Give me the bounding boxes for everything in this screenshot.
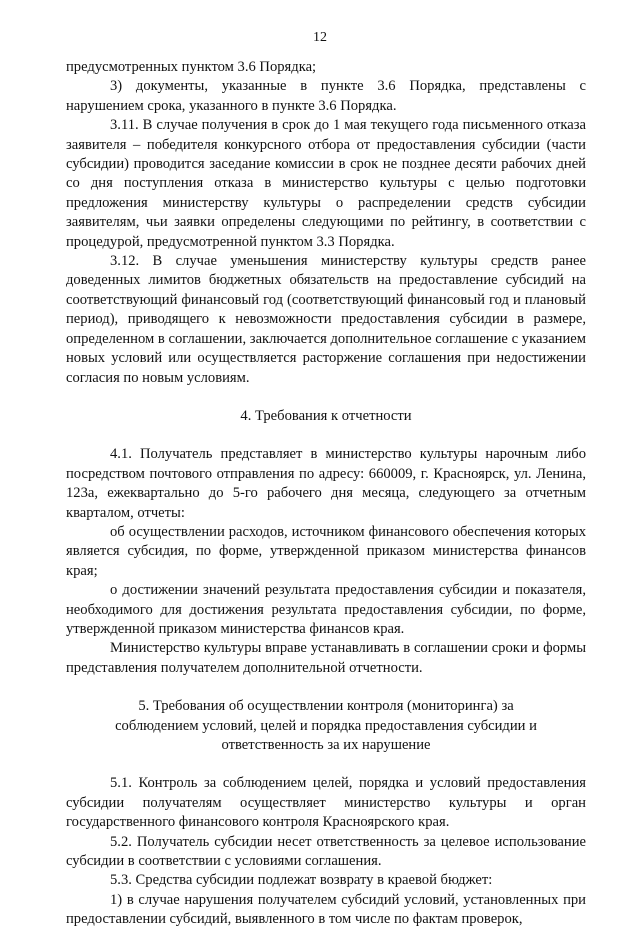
paragraph: Министерство культуры вправе устанавливать в соглашении сроки и формы представления получателем дополнительной отчетности.: [66, 640, 586, 676]
paragraph: 1) в случае нарушения получателем субсидий условий, установленных при предоставлении субсидий, выявленного в том числе по фактам проверок,: [66, 891, 586, 928]
paragraph: 3.11. В случае получения в срок до 1 мая текущего года письменного отказа заявителя – победителя конкурсного отбора от предоставления субсидии (части субсидии) проводится заседание комиссии в срок не позднее десяти рабочих дней со дня поступления отказа в министерство культуры с целью подготовки предложения министерству культуры о распределении средств субсидии заявителям, чьи заявки определены следующими по рейтингу, в соответствии с процедурой, предусмотренной пунктом 3.3 Порядка.: [66, 117, 586, 250]
page-number: 12: [313, 30, 327, 45]
document-body: [66, 58, 586, 930]
spacer: [66, 426, 586, 445]
paragraph: 4.1. Получатель представляет в министерство культуры нарочным либо посредством почтового отправления по адресу: 660009, г. Красноярск, ул. Ленина, 123а, ежеквартально до 5-го рабочего дня месяца, следующего за отчетным кварталом, отчеты:: [66, 446, 586, 521]
paragraph: 5.3. Средства субсидии подлежат возврату в краевой бюджет:: [110, 872, 493, 889]
paragraph: предусмотренных пунктом 3.6 Порядка;: [66, 59, 317, 75]
paragraph: 5.1. Контроль за соблюдением целей, порядка и условий предоставления субсидии получателям осуществляет министерство культуры и орган государственного финансового контроля Красноярского края.: [66, 775, 586, 831]
paragraph: 5.2. Получатель субсидии несет ответственность за целевое использование субсидии в соответствии с условиями соглашения.: [66, 833, 586, 870]
paragraph: 3.12. В случае уменьшения министерству культуры средств ранее доведенных лимитов бюджетных обязательств на предоставление субсидий на соответствующий финансовый год (соответствующий финансовый год и плановый период), приводящего к невозможности предоставления субсидии в размере, определенном в соглашении, заключается дополнительное соглашение с указанием новых условий или осуществляется расторжение соглашения при недостижении согласия по новым условиям.: [66, 253, 586, 386]
spacer: [66, 678, 586, 697]
section-heading: 5. Требования об осуществлении контроля (мониторинга) за соблюдением условий, целей и порядка предоставления субсидии и ответственность за их нарушение: [115, 698, 537, 753]
paragraph: об осуществлении расходов, источником финансового обеспечения которых является субсидия, по форме, утвержденной приказом министерства финансов края;: [66, 523, 586, 579]
spacer: [66, 755, 586, 774]
paragraph: о достижении значений результата предоставления субсидии и показателя, необходимого для достижения результата предоставления субсидии, по форме, утвержденной приказом министерства финансов края.: [66, 582, 586, 637]
paragraph: 3) документы, указанные в пункте 3.6 Порядка, представлены с нарушением срока, указанного в пункте 3.6 Порядка.: [66, 78, 586, 114]
spacer: [66, 388, 586, 407]
section-heading: 4. Требования к отчетности: [240, 407, 412, 424]
